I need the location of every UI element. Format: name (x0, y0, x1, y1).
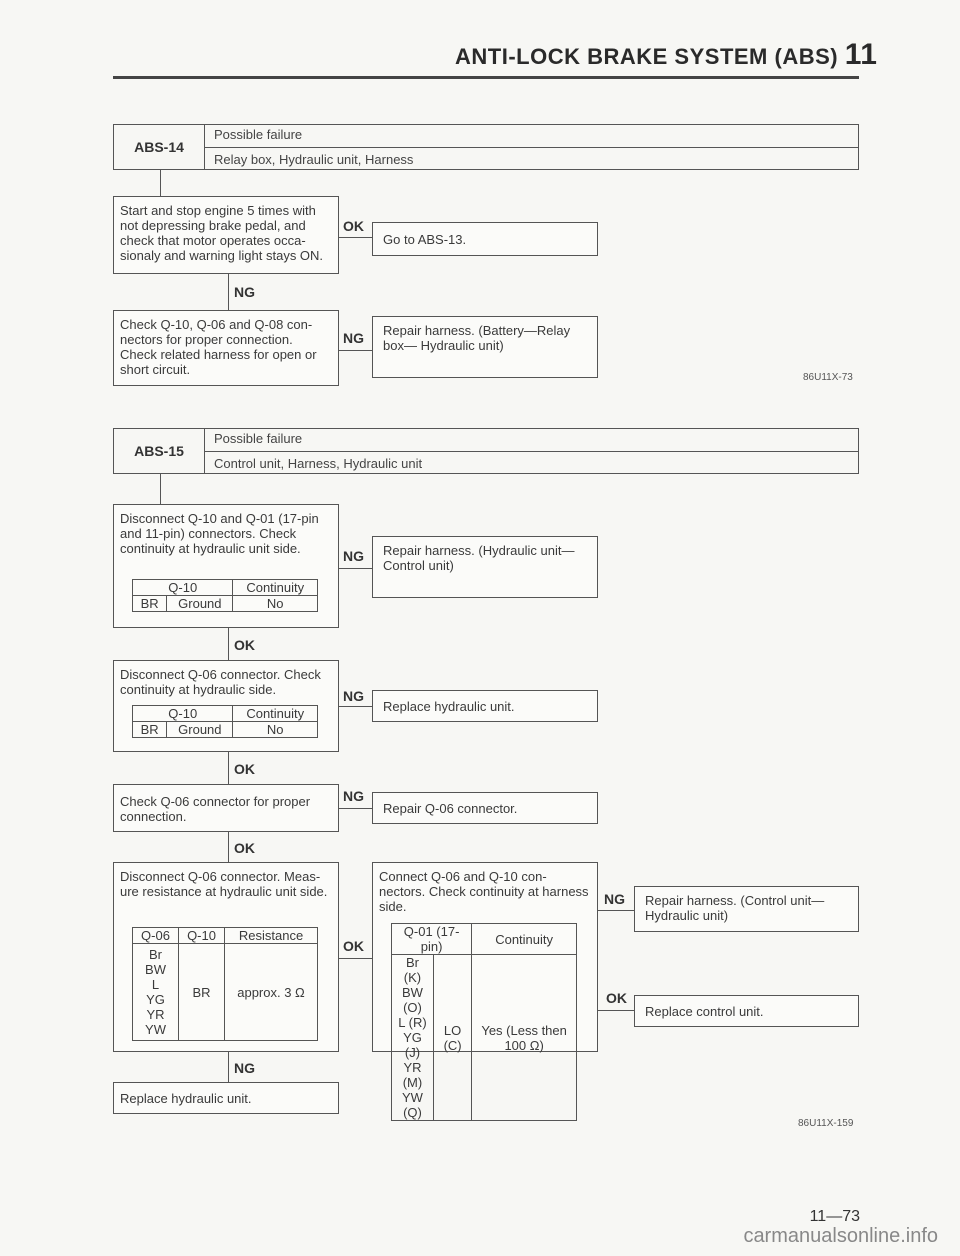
abs15-ok2-label: OK (234, 761, 255, 777)
pin: L (151, 977, 160, 992)
abs15-ok4-label: OK (343, 938, 364, 954)
abs15-ng3-label: NG (343, 788, 364, 804)
table-cell: No (233, 596, 318, 612)
abs15-step5-text: Connect Q-06 and Q-10 con-nectors. Check continuity at harness side. (379, 869, 589, 914)
table-header: Q-10 (133, 706, 233, 722)
connector (228, 274, 229, 310)
pin: YR (M) (402, 1060, 423, 1090)
connector (228, 628, 229, 660)
abs15-ref: 86U11X-159 (798, 1118, 854, 1129)
abs15-ng4-label: NG (234, 1060, 255, 1076)
abs15-step1 (113, 504, 339, 628)
abs15-table3 (132, 927, 318, 1041)
connector (228, 752, 229, 784)
abs15-header (113, 428, 859, 474)
abs14-failure: Relay box, Hydraulic unit, Harness (214, 152, 414, 167)
connector (339, 958, 372, 959)
abs14-failure-label: Possible failure (214, 127, 303, 142)
abs15-result-ng4: Replace hydraulic unit. (113, 1082, 339, 1114)
abs15-result-ok5: Replace control unit. (634, 995, 859, 1027)
abs15-step3: Check Q-06 connector for proper connection. (113, 784, 339, 832)
connector (160, 474, 161, 504)
table-cell (133, 944, 179, 1041)
table-cell (392, 955, 434, 1121)
pin: Br (149, 947, 162, 962)
abs15-result-ng3: Repair Q-06 connector. (372, 792, 598, 824)
table-cell: Ground (167, 722, 233, 738)
connector (228, 1052, 229, 1082)
abs15-code: ABS-15 (114, 429, 205, 473)
abs14-ng2-label: NG (343, 330, 364, 346)
table-header: Continuity (233, 580, 318, 596)
pin: Br (K) (403, 955, 422, 985)
abs15-result-ng5: Repair harness. (Control unit—Hydraulic unit) (634, 886, 859, 932)
connector (339, 808, 372, 809)
abs15-failure: Control unit, Harness, Hydraulic unit (214, 456, 423, 471)
abs15-ng5-label: NG (604, 891, 625, 907)
table-header: Continuity (233, 706, 318, 722)
table-header: Q-10 (179, 928, 225, 944)
abs15-table4 (391, 923, 577, 1121)
abs15-ok3-label: OK (234, 840, 255, 856)
table-header: Resistance (225, 928, 318, 944)
abs15-step2 (113, 660, 339, 752)
abs14-step1: Start and stop engine 5 times with not depressing brake pedal, and check that motor operates occa-sionaly and warning light stays ON. (113, 196, 339, 274)
title-rule (113, 76, 859, 79)
connector (160, 170, 161, 196)
section-number: 11 (844, 38, 878, 71)
connector (339, 568, 372, 569)
abs15-step2-text: Disconnect Q-06 connector. Check continuity at hydraulic side. (120, 667, 321, 697)
connector (228, 832, 229, 862)
abs15-result-ng1: Repair harness. (Hydraulic unit— Control unit) (372, 536, 598, 598)
abs15-step1-text: Disconnect Q-10 and Q-01 (17-pin and 11-pin) connectors. Check continuity at hydraulic unit side. (120, 511, 319, 556)
table-cell: approx. 3 Ω (225, 944, 318, 1041)
abs15-ng2-label: NG (343, 688, 364, 704)
abs15-step4-text: Disconnect Q-06 connector. Meas-ure resistance at hydraulic unit side. (120, 869, 328, 899)
abs15-result-ng2: Replace hydraulic unit. (372, 690, 598, 722)
pin: BW (145, 962, 166, 977)
connector (339, 706, 372, 707)
abs14-ok1-label: OK (343, 218, 364, 234)
abs15-ok5-label: OK (606, 990, 627, 1006)
table-header: Continuity (472, 924, 577, 955)
abs14-header (113, 124, 859, 170)
abs14-step2: Check Q-10, Q-06 and Q-08 con-nectors for proper connection. Check related harness for open or short circuit. (113, 310, 339, 386)
abs15-table2 (132, 705, 318, 738)
table-cell: BR (179, 944, 225, 1041)
pin: YW (Q) (402, 1090, 423, 1120)
abs15-step5 (372, 862, 598, 1120)
pin: YW (145, 1022, 166, 1037)
table-cell: Ground (167, 596, 233, 612)
table-header: Q-01 (17-pin) (392, 924, 472, 955)
table-header: Q-10 (133, 580, 233, 596)
table-cell: BR (133, 722, 167, 738)
table-cell: LO (C) (433, 955, 471, 1121)
pin: YG (J) (403, 1030, 422, 1060)
page-title (455, 38, 877, 72)
divider (204, 147, 858, 148)
title-text: ANTI-LOCK BRAKE SYSTEM (ABS) (455, 44, 839, 69)
abs15-table1 (132, 579, 318, 612)
table-cell: Yes (Less then 100 Ω) (472, 955, 577, 1121)
table-cell: No (233, 722, 318, 738)
pin: YR (146, 1007, 165, 1022)
table-cell: BR (133, 596, 167, 612)
abs15-step4 (113, 862, 339, 1052)
abs14-result-ng2: Repair harness. (Battery—Relay box— Hydraulic unit) (372, 316, 598, 378)
connector (339, 350, 372, 351)
table-header: Q-06 (133, 928, 179, 944)
abs15-failure-label: Possible failure (214, 431, 303, 446)
connector (598, 910, 634, 911)
connector (339, 237, 372, 238)
abs14-ref: 86U11X-73 (803, 372, 853, 383)
page-number: 11—73 (809, 1208, 860, 1225)
abs15-ok1-label: OK (234, 637, 255, 653)
abs14-code: ABS-14 (114, 125, 205, 169)
pin: BW (O) (402, 985, 423, 1015)
pin: YG (146, 992, 165, 1007)
pin: L (R) (398, 1015, 427, 1030)
abs14-ng1-label: NG (234, 284, 255, 300)
abs15-ng1-label: NG (343, 548, 364, 564)
connector (598, 1010, 634, 1011)
watermark: carmanualsonline.info (743, 1225, 938, 1247)
abs14-result-ok1: Go to ABS-13. (372, 222, 598, 256)
divider (204, 451, 858, 452)
